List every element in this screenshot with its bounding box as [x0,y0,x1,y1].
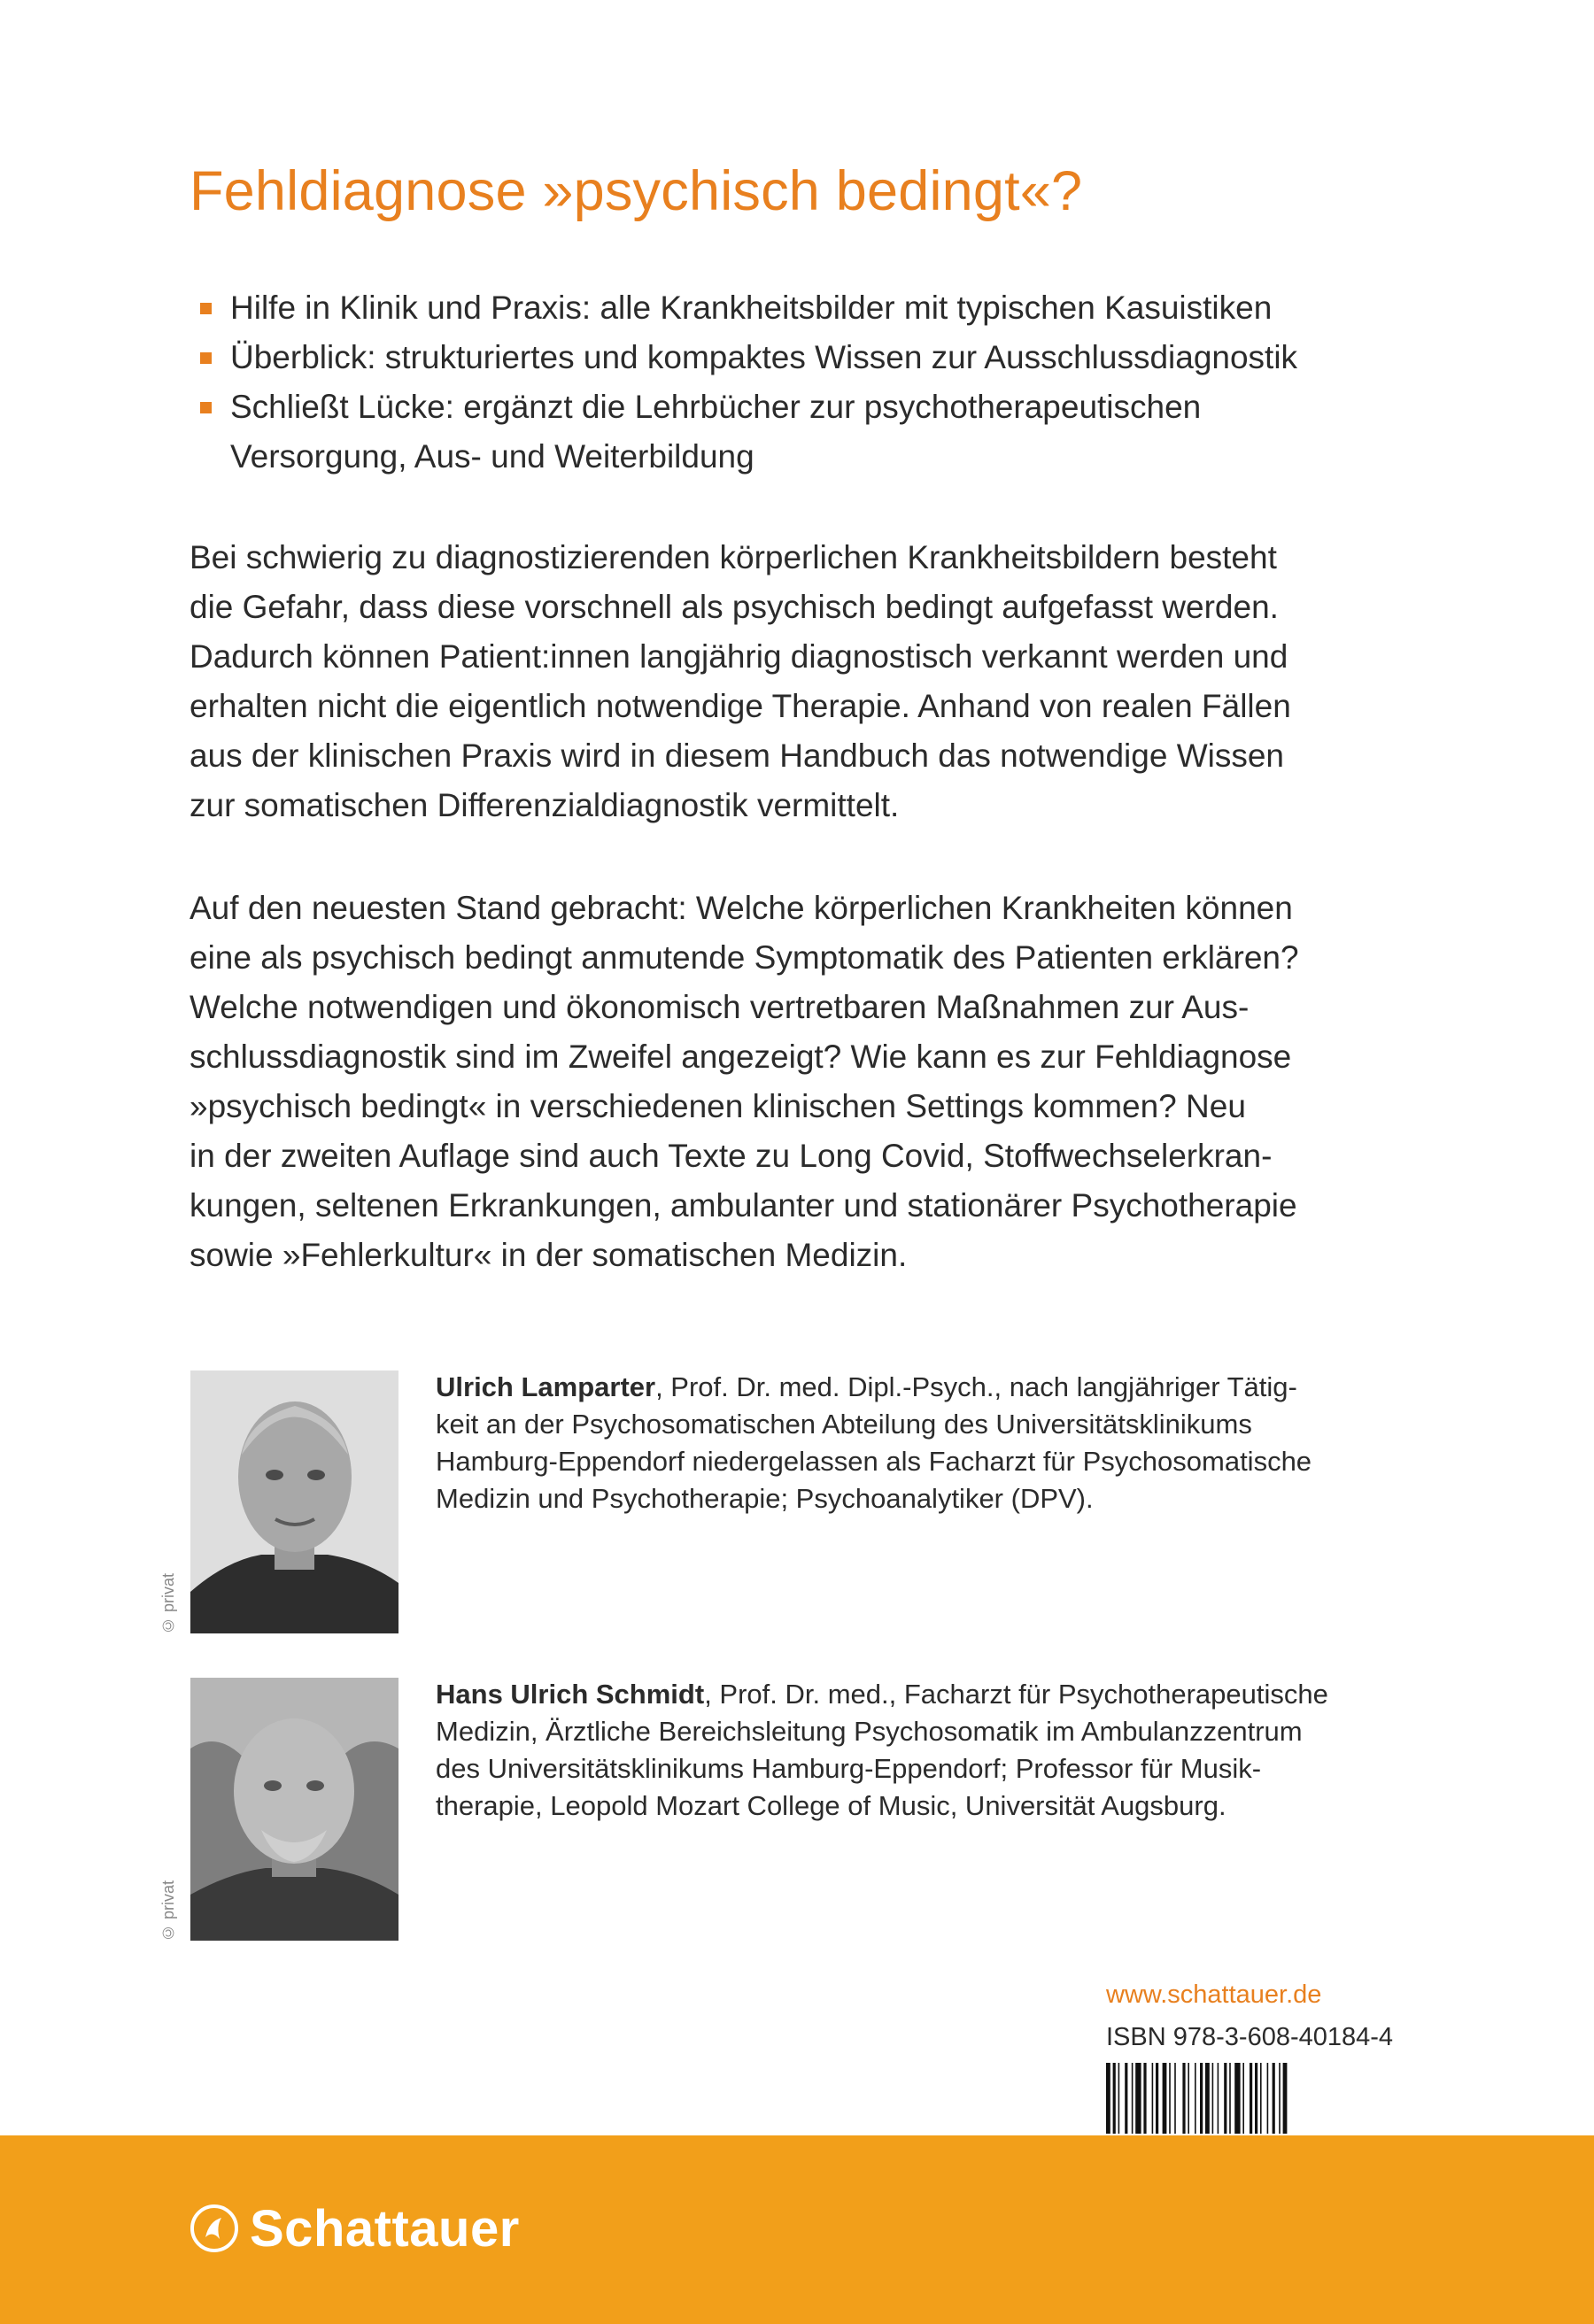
feature-item [190,382,1429,482]
barcode-bar [1250,2063,1252,2134]
bullet-square-icon [200,352,212,364]
barcode-bar [1163,2063,1167,2134]
barcode-bar [1135,2063,1141,2134]
barcode-bar [1152,2063,1154,2134]
barcode-bar [1200,2063,1203,2134]
bullet-square-icon [200,303,212,314]
feature-item [190,333,1429,382]
author-bio-text: , Prof. Dr. med., Facharzt für Psychotherapeutische Medizin, Ärztliche Bereichsleitung Psychosomatik im Ambulanzzentrum des Universitätsklinikums Hamburg-Eppendorf; Professor für Musik- therapie, Leopold Mozart College of Music, Universität Augsburg. [436,1679,1328,1821]
publisher-name: Schattauer [250,2199,520,2258]
schattauer-logo-icon [190,2204,239,2253]
barcode-bar [1283,2063,1288,2134]
barcode-bar [1118,2063,1120,2134]
barcode-bar [1279,2063,1281,2134]
barcode-bar [1132,2063,1134,2134]
feature-item [190,283,1429,333]
barcode-bar [1125,2063,1127,2134]
portrait-icon [190,1370,398,1633]
publisher-logo [190,2197,520,2259]
photo-credit: © privat [159,1572,177,1634]
feature-list [190,283,1429,482]
barcode-bar [1113,2063,1116,2134]
barcode-bar [1234,2063,1240,2134]
headline: Fehldiagnose »psychisch bedingt«? [190,160,1083,222]
barcode-bar [1188,2063,1189,2134]
barcode-bar [1255,2063,1257,2134]
portrait-icon [190,1678,398,1941]
barcode-bar [1174,2063,1176,2134]
barcode-icon [1106,2063,1405,2134]
photo-credit: © privat [159,1880,177,1942]
barcode-bar [1273,2063,1275,2134]
barcode-bar [1106,2063,1110,2134]
bullet-square-icon [200,402,212,413]
barcode-bar [1156,2063,1158,2134]
barcode-bar [1143,2063,1146,2134]
author-name: Hans Ulrich Schmidt [436,1679,705,1710]
feature-text: Überblick: strukturiertes und kompaktes Wissen zur Ausschlussdiagnostik [230,339,1298,375]
publisher-website-link[interactable]: www.schattauer.de [1106,1980,1322,2009]
author-bio [436,1676,1428,1825]
barcode-bar [1224,2063,1226,2134]
barcode-bar [1218,2063,1219,2134]
description-paragraph: Bei schwierig zu diagnostizierenden körperlichen Krankheitsbildern besteht die Gefahr, dass diese vorschnell als psychisch bedingt aufgefasst werden. Dadurch können Patient:innen langjährig diagnostisch verkannt werden und erhalten nicht die eigentlich notwendige Therapie. Anhand von realen Fällen aus der klinischen Praxis wird in diesem Handbuch das notwendige Wissen zur somatischen Differenzialdiagnostik vermittelt. [190,539,1291,823]
author-photo [190,1678,398,1941]
barcode-bar [1182,2063,1185,2134]
isbn-number: ISBN 978-3-608-40184-4 [1106,2023,1394,2051]
author-photo [190,1370,398,1633]
barcode-bar [1212,2063,1214,2134]
barcode-bar [1242,2063,1244,2134]
barcode-bar [1169,2063,1171,2134]
author-bio [436,1369,1428,1517]
publisher-footer [0,2135,1594,2324]
barcode-bar [1229,2063,1231,2134]
barcode-bar [1267,2063,1269,2134]
barcode-bar [1195,2063,1196,2134]
author-name: Ulrich Lamparter [436,1371,656,1402]
feature-text: Schließt Lücke: ergänzt die Lehrbücher zur psychotherapeutischen Versorgung, Aus- und Weiterbildung [230,389,1202,475]
author-bio-text: , Prof. Dr. med. Dipl.-Psych., nach langjähriger Tätig- keit an der Psychosomatischen Abteilung des Universitätsklinikums Hamburg-Eppendorf niedergelassen als Facharzt für Psychosomatische Medizin und Psychotherapie; Psychoanalytiker (DPV). [436,1371,1312,1514]
description-paragraph: Auf den neuesten Stand gebracht: Welche körperlichen Krankheiten können eine als psychisch bedingt anmutende Symptomatik des Patienten erklären? Welche notwendigen und ökonomisch vertretbaren Maßnahmen zur Aus- schlussdiagnostik sind im Zweifel angezeigt? Wie kann es zur Fehldiagnose »psychisch bedingt« in verschiedenen klinischen Settings kommen? Neu in der zweiten Auflage sind auch Texte zu Long Covid, Stoffwechselerkran- kungen, seltenen Erkrankungen, ambulanter und stationärer Psychotherapie sowie »Fehlerkultur« in der somatischen Medizin. [190,890,1299,1273]
barcode-bar [1260,2063,1262,2134]
feature-text: Hilfe in Klinik und Praxis: alle Krankheitsbilder mit typischen Kasuistiken [230,290,1273,326]
barcode-bar [1205,2063,1210,2134]
